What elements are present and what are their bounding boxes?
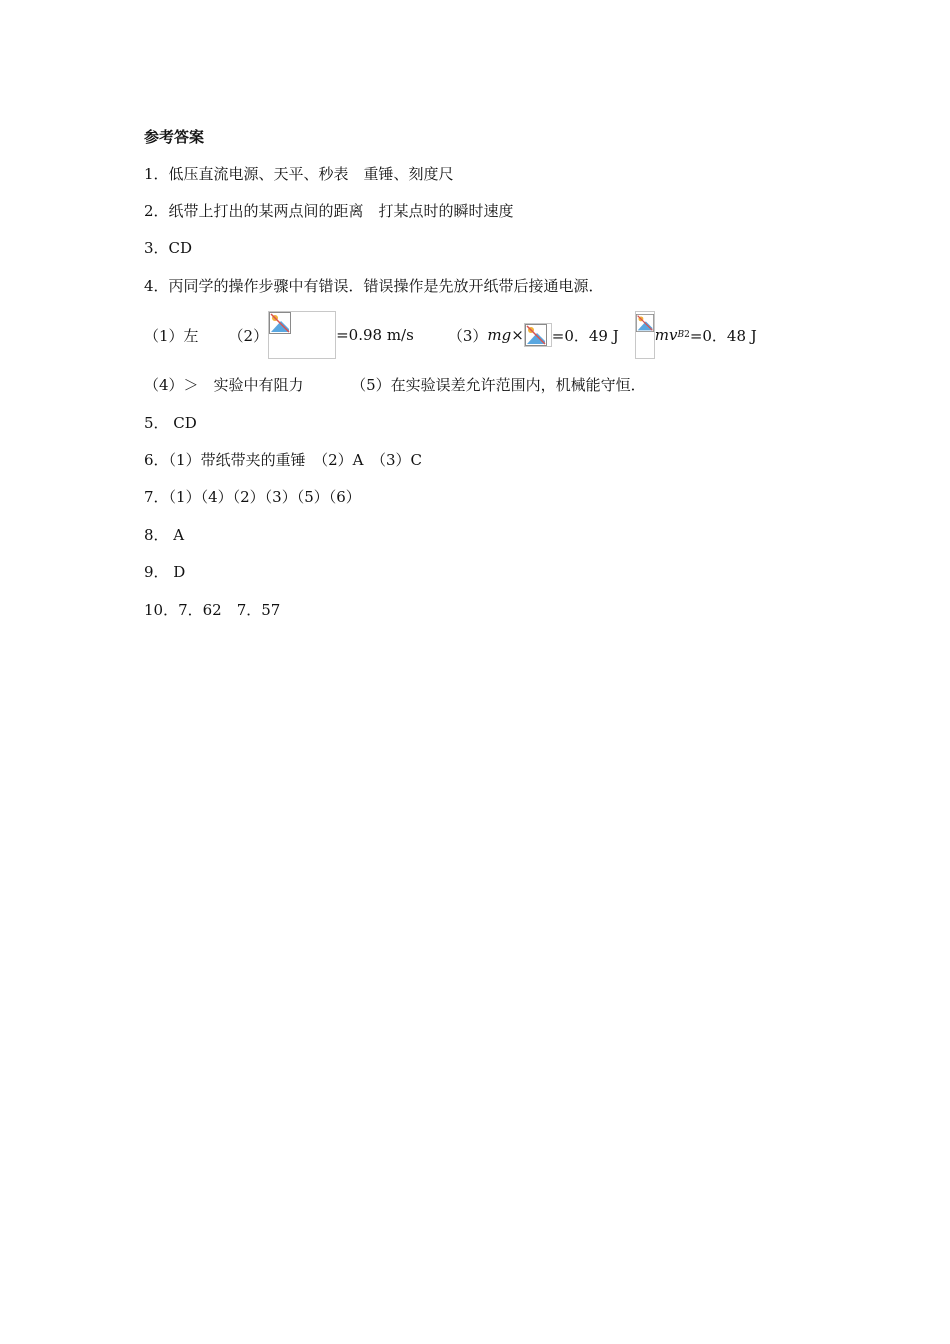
answer-8: 8． A: [144, 526, 185, 544]
answer-4-part-3b-sup: 2: [684, 330, 690, 340]
answer-4-part-4: （4）＞ 实验中有阻力: [144, 376, 304, 394]
answer-3: 3．CD: [144, 239, 193, 257]
answer-4-part-3-label: （3）: [447, 326, 488, 345]
answer-4-part-3-times: ×: [511, 326, 524, 344]
answer-4-part-3-value: =0．49 J: [551, 326, 619, 345]
answer-4-part-1: （1）左: [144, 326, 199, 345]
answer-10: 10．7．62 7．57: [144, 601, 281, 619]
answer-4-part-3b-value: =0．48 J: [689, 326, 757, 345]
answer-4: 4．丙同学的操作步骤中有错误．错误操作是先放开纸带后接通电源．: [144, 277, 604, 295]
answer-2: 2．纸带上打出的某两点间的距离 打某点时的瞬时速度: [144, 202, 514, 220]
broken-image-frame: [524, 323, 552, 347]
answer-4-part-3b-sub: B: [677, 330, 685, 340]
answer-4-part-5: （5）在实验误差允许范围内，机械能守恒．: [351, 376, 646, 394]
answer-4-part-2-label: （2）: [228, 326, 269, 345]
answer-5: 5． CD: [144, 414, 197, 432]
answers-heading: 参考答案: [144, 128, 205, 146]
broken-image-icon: [636, 312, 654, 334]
answer-9: 9． D: [144, 563, 186, 581]
answer-7: 7．（1）（4）（2）（3）（5）（6）: [144, 488, 361, 506]
broken-image-icon: [269, 312, 291, 334]
answer-4-parts-row: [144, 310, 757, 360]
answer-4-part-3-mg: mg: [487, 326, 512, 344]
answer-4-part-4-5: [144, 375, 646, 395]
answer-6: 6．（1）带纸带夹的重锤 （2）A （3）C: [144, 451, 422, 469]
answer-4-part-2-value: =0.98 m/s: [336, 326, 414, 344]
answer-1: 1．低压直流电源、天平、秒表 重锤、刻度尺: [144, 165, 454, 183]
broken-image-frame: [268, 311, 336, 359]
broken-image-icon: [525, 324, 547, 346]
answer-4-part-3b-mv: mv: [654, 326, 678, 344]
broken-image-frame: [635, 311, 655, 359]
